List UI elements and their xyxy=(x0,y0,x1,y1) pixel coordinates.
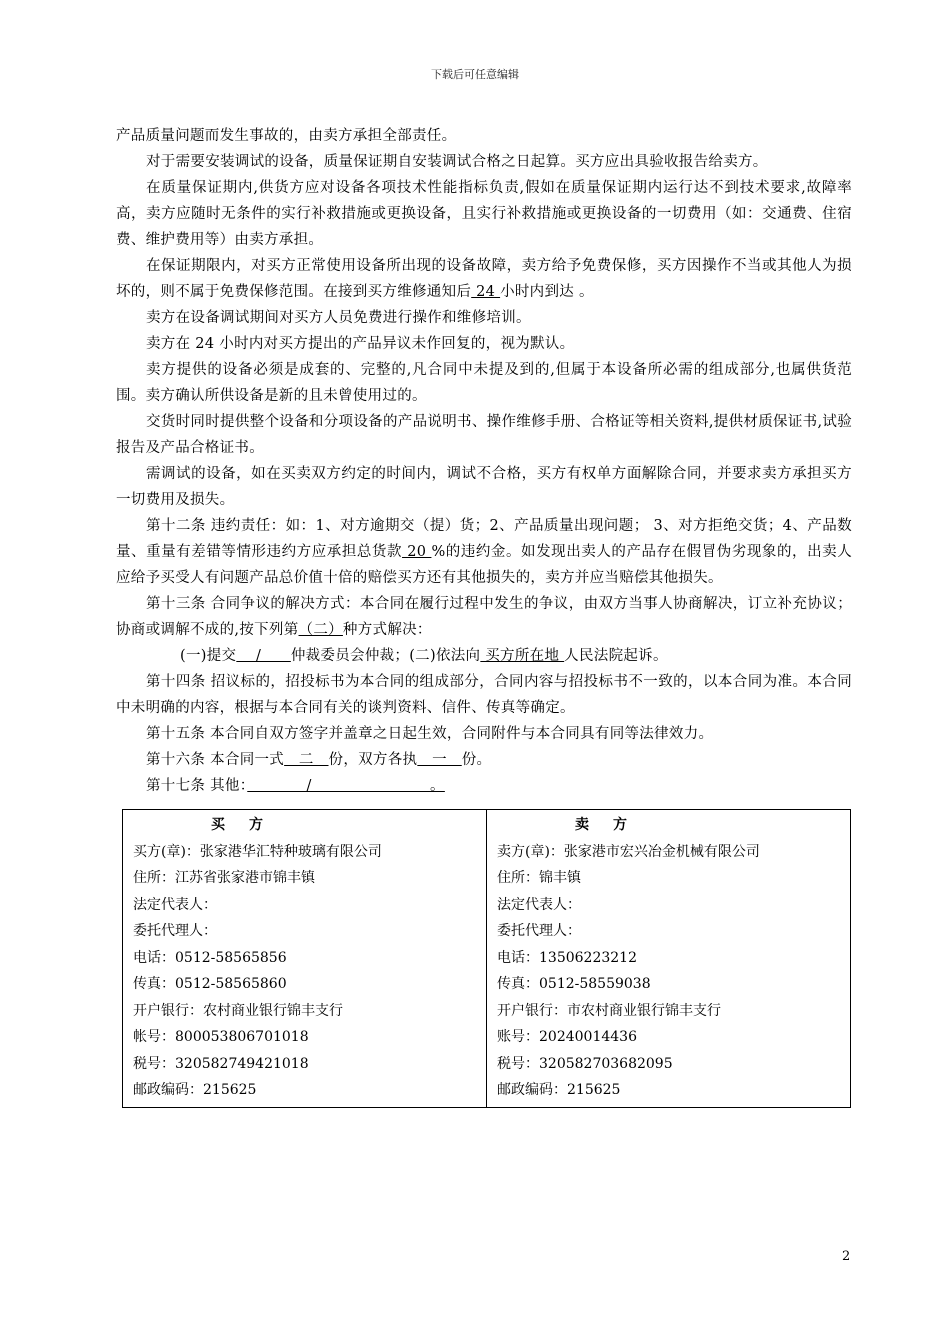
paragraph: 卖方在 24 小时内对买方提出的产品异议未作回复的，视为默认。 xyxy=(146,336,575,352)
text: 第十六条 本合同一式 xyxy=(146,752,285,768)
buyer-line: 传真：0512-58565860 xyxy=(133,976,287,992)
seller-line: 税号：320582703682095 xyxy=(497,1055,673,1072)
paragraph xyxy=(116,253,852,305)
parties-table xyxy=(122,809,851,1108)
seller-line: 账号：20240014436 xyxy=(497,1029,637,1045)
text: 小时内到达 。 xyxy=(500,284,594,300)
paragraph: 产品质量问题而发生事故的，由卖方承担全部责任。 xyxy=(116,128,457,144)
court-location: 买方所在地 xyxy=(480,648,565,664)
paragraph: 需调试的设备，如在买卖双方约定的时间内，调试不合格，买方有权单方面解除合同，并要求卖方承担买方一切费用及损失。 xyxy=(116,466,852,508)
buyer-line: 电话：0512-58565856 xyxy=(133,949,287,966)
seller-line: 卖方(章)：张家港市宏兴冶金机械有限公司 xyxy=(497,843,760,860)
buyer-line: 买方(章)：张家港华汇特种玻璃有限公司 xyxy=(133,843,382,860)
paragraph: 对于需要安装调试的设备，质量保证期自安装调试合格之日起算。买方应出具验收报告给卖方。 xyxy=(146,154,768,170)
buyer-column xyxy=(123,810,486,1107)
seller-line: 住所：锦丰镇 xyxy=(497,870,581,886)
title-char: 方 xyxy=(249,817,265,833)
clause-12 xyxy=(116,513,852,591)
text: 仲裁委员会仲裁；(二)依法向 xyxy=(290,648,481,664)
buyer-line: 帐号：800053806701018 xyxy=(133,1029,309,1045)
dispute-options xyxy=(116,643,852,669)
clause-13 xyxy=(116,591,852,643)
seller-line: 委托代理人： xyxy=(497,923,581,939)
text: 份。 xyxy=(461,752,492,768)
clause-15: 第十五条 本合同自双方签字并盖章之日起生效，合同附件与本合同具有同等法律效力。 xyxy=(146,726,714,742)
copies-each: 一 xyxy=(417,752,462,768)
text: 人民法院起诉。 xyxy=(564,648,668,664)
paragraph: 卖方提供的设备必须是成套的、完整的,凡合同中未提及到的,但属于本设备所必需的组成部分,也属供货范围。卖方确认所供设备是新的且未曾使用过的。 xyxy=(116,362,852,404)
paragraph: 在质量保证期内,供货方应对设备各项技术性能指标负责,假如在质量保证期内运行达不到技术要求,故障率高，卖方应随时无条件的实行补救措施或更换设备，且实行补救措施或更换设备的一切费用（如：交通费、住宿费、维护费用等）由卖方承担。 xyxy=(116,180,852,248)
page-header: 下载后可任意编辑 xyxy=(431,68,519,81)
buyer-line: 税号：320582749421018 xyxy=(133,1055,309,1072)
seller-line: 电话：13506223212 xyxy=(497,949,637,966)
seller-line: 邮政编码：215625 xyxy=(497,1082,621,1098)
buyer-line: 委托代理人： xyxy=(133,923,217,939)
buyer-line: 开户银行：农村商业银行锦丰支行 xyxy=(133,1002,343,1019)
text: 第十二条 违约责任：如：1、对方逾期交（提）货；2、产品质量出现问题； 3、对方拒绝交货；4、产品数量、重量有差错等情形违约方应承担总货款 xyxy=(116,518,852,560)
title-char: 卖 xyxy=(575,817,591,833)
arbitration-blank: / xyxy=(236,648,291,664)
copies-total: 二 xyxy=(284,752,329,768)
buyer-line: 邮政编码：215625 xyxy=(133,1082,257,1098)
paragraph: 交货时同时提供整个设备和分项设备的产品说明书、操作维修手册、合格证等相关资料,提供材质保证书,试验报告及产品合格证书。 xyxy=(116,414,852,456)
page-number: 2 xyxy=(842,1249,851,1264)
text: 第十三条 合同争议的解决方式：本合同在履行过程中发生的争议，由双方当事人协商解决，订立补充协议；协商或调解不成的,按下列第 xyxy=(116,596,852,638)
seller-column xyxy=(486,810,850,1107)
clause-14: 第十四条 招议标的，招投标书为本合同的组成部分，合同内容与招投标书不一致的，以本合同为准。本合同中未明确的内容，根据与本合同有关的谈判资料、信件、传真等确定。 xyxy=(116,674,852,716)
seller-title xyxy=(497,812,842,839)
clause-17 xyxy=(116,773,852,799)
buyer-line: 法定代表人： xyxy=(133,896,217,913)
dispute-choice: （二） xyxy=(298,622,343,638)
paragraph: 卖方在设备调试期间对买方人员免费进行操作和维修培训。 xyxy=(146,310,531,326)
text: 在保证期限内，对买方正常使用设备所出现的设备故障，卖方给予免费保修，买方因操作不当或其他人为损坏的，则不属于免费保修范围。在接到买方维修通知后 xyxy=(116,258,852,300)
text: 种方式解决： xyxy=(342,622,432,638)
other-blank: / 。 xyxy=(247,778,445,794)
contract-body xyxy=(116,123,852,799)
seller-line: 传真：0512-58559038 xyxy=(497,976,651,992)
title-char: 买 xyxy=(211,817,227,833)
clause-16 xyxy=(116,747,852,773)
text: 第十七条 其他： xyxy=(146,778,248,794)
buyer-title xyxy=(133,812,478,839)
title-char: 方 xyxy=(613,817,629,833)
buyer-line: 住所：江苏省张家港市锦丰镇 xyxy=(133,870,315,886)
text: %的违约金。如发现出卖人的产品存在假冒伪劣现象的，出卖人应给予买受人有问题产品总价值十倍的赔偿买方还有其他损失的，卖方并应当赔偿其他损失。 xyxy=(116,544,852,586)
response-hours: 24 xyxy=(471,284,501,300)
penalty-percent: 20 xyxy=(402,544,432,560)
text: (一)提交 xyxy=(180,648,237,664)
seller-line: 开户银行：市农村商业银行锦丰支行 xyxy=(497,1002,721,1019)
text: 份，双方各执 xyxy=(328,752,418,768)
seller-line: 法定代表人： xyxy=(497,896,581,913)
